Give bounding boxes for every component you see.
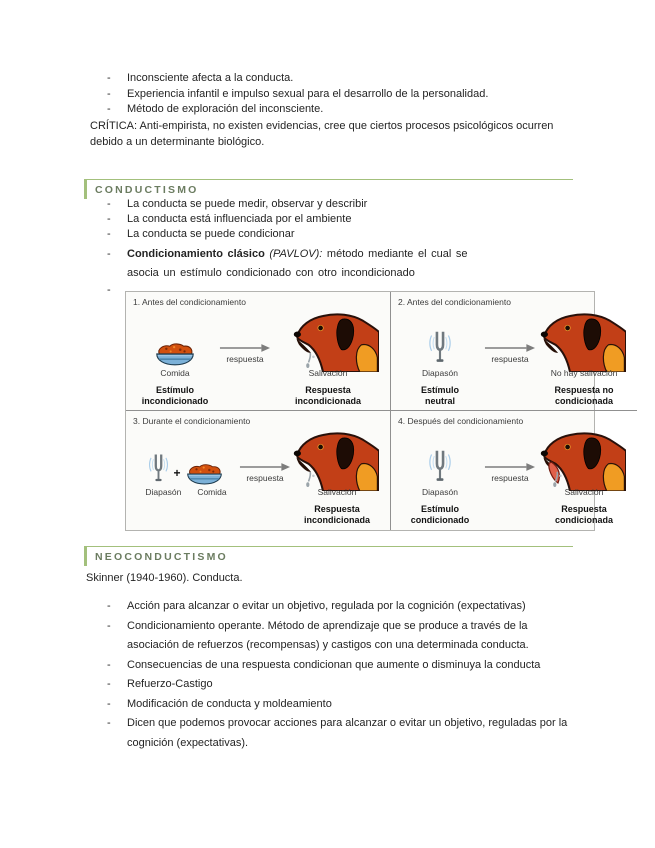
- italic-text: (PAVLOV):: [269, 247, 323, 260]
- stimulus-label: Comida: [197, 487, 227, 497]
- list-item: [84, 227, 573, 242]
- dog-drooling-icon: [291, 427, 379, 491]
- arrow-label: respuesta: [491, 473, 529, 483]
- stimulus-icons: [133, 431, 239, 487]
- dog-illustration: [538, 431, 630, 487]
- section-heading-neoconductismo: [84, 546, 573, 566]
- list-item: [84, 71, 573, 87]
- bullet-text: La conducta se puede condicionar: [127, 228, 295, 241]
- stimulus-label: Diapasón: [422, 368, 458, 378]
- stimulus-labels: [398, 368, 482, 382]
- bullet-text: La conducta se puede medir, observar y describir: [127, 198, 368, 210]
- stimulus-labels: [133, 368, 217, 382]
- stimulus-label: Diapasón: [145, 487, 182, 497]
- conductismo-bullet-list: [84, 197, 573, 298]
- dog-illustration: [538, 312, 630, 368]
- response-arrow: [482, 312, 538, 368]
- list-item: [84, 212, 573, 227]
- arrow-label: respuesta: [226, 354, 264, 364]
- dog-illustration: [291, 431, 383, 487]
- stimulus-icons: [398, 312, 482, 368]
- panel-title: 1. Antes del condicionamiento: [133, 297, 246, 307]
- bullet-text: Experiencia infantil e impulso sexual para el desarrollo de la personalidad.: [127, 87, 489, 100]
- list-item: [84, 695, 573, 715]
- bullet-text: Acción para alcanzar o evitar un objetivo, regulada por la cognición (expectativas): [127, 600, 526, 612]
- section-heading-label: CONDUCTISMO: [84, 180, 199, 199]
- dog-drooling-icon: [291, 308, 379, 372]
- response-label: Salivación: [308, 368, 348, 378]
- list-item: [84, 102, 573, 118]
- diagram-panel-3: [126, 411, 391, 530]
- list-item: [84, 197, 573, 212]
- neoconductismo-bullet-list: [84, 597, 573, 753]
- bullet-text: Condicionamiento operante. Método de aprendizaje que se produce a través de la asociación de refuerzos (recompensas) y castigos con una determinada conducta.: [127, 619, 529, 651]
- stimulus-type-label: [398, 382, 482, 407]
- list-item: [84, 675, 573, 695]
- response-type-label: Respuesta incondicionada: [303, 504, 370, 525]
- bullet-text-continued: asocia un estímulo condicionado con otro incondicionado: [127, 266, 415, 279]
- critique-paragraph: CRÍTICA: Anti-empirista, no existen evidencias, cree que ciertos procesos psicológicos ocurren debido a un determinante biológico.: [90, 120, 554, 148]
- intro-bullet-list: [84, 71, 573, 118]
- stimulus-label: Comida: [160, 368, 190, 378]
- stimulus-type-label: Estímulo incondicionado: [141, 385, 209, 406]
- diagram-panel-1: [126, 292, 391, 411]
- bold-text: Condicionamiento clásico: [127, 247, 265, 260]
- list-item: [84, 87, 573, 103]
- diagram-panel-2: [391, 292, 637, 411]
- response-type-label: Respuesta incondicionada: [294, 385, 361, 406]
- dog-illustration: [273, 312, 383, 368]
- panel-title: 4. Después del condicionamiento: [398, 416, 524, 426]
- bullet-text: Inconsciente afecta a la conducta.: [127, 72, 294, 84]
- arrow-icon: [219, 343, 271, 353]
- pavlov-conditioning-diagram: [125, 291, 618, 531]
- bullet-text: Dicen que podemos provocar acciones para alcanzar o evitar un objetivo, reguladas por la cognición (expectativas).: [127, 717, 568, 749]
- diagram-panel-4: [391, 411, 637, 530]
- list-item: [84, 597, 573, 617]
- response-arrow: [482, 431, 538, 487]
- arrow-label: respuesta: [491, 354, 529, 364]
- stimulus-labels: [398, 487, 482, 501]
- list-item-pavlov: [84, 245, 573, 283]
- panel-title: 2. Antes del condicionamiento: [398, 297, 511, 307]
- section-heading-label: NEOCONDUCTISMO: [84, 547, 228, 566]
- stimulus-type-text: Estímulo neutral: [420, 385, 459, 406]
- response-label: Salivación: [564, 487, 604, 497]
- food-bowl-icon: [184, 462, 225, 486]
- arrow-icon: [484, 343, 536, 353]
- stimulus-label: Diapasón: [422, 487, 458, 497]
- list-item: [84, 656, 573, 676]
- stimulus-icons: [398, 431, 482, 487]
- response-arrow: [217, 312, 273, 368]
- arrow-icon: [484, 462, 536, 472]
- stimulus-type-label: Estímulo condicionado: [410, 504, 470, 525]
- arrow-label: respuesta: [246, 473, 284, 483]
- stimulus-icons: [133, 312, 217, 368]
- response-type-label: Respuesta condicionada: [554, 504, 613, 525]
- bullet-text: Consecuencias de una respuesta condicionan que aumente o disminuya la conducta: [127, 658, 541, 671]
- bullet-text: método mediante el cual se: [326, 247, 468, 260]
- dog-icon: [538, 308, 626, 372]
- tuning-fork-icon: [427, 446, 453, 486]
- list-item: [84, 617, 573, 656]
- section-heading-conductismo: [84, 179, 573, 199]
- response-label: Salivación: [317, 487, 357, 497]
- stimulus-labels: [133, 487, 239, 501]
- arrow-icon: [239, 462, 291, 472]
- response-type-label: Respuesta no condicionada: [554, 385, 614, 406]
- bullet-text: Método de exploración del inconsciente.: [127, 103, 324, 115]
- tuning-fork-icon: [147, 450, 170, 486]
- bullet-text: Refuerzo-Castigo: [127, 678, 213, 690]
- response-arrow: [239, 431, 291, 487]
- stimulus-type-label: [133, 501, 239, 527]
- tuning-fork-icon: [427, 327, 453, 367]
- dog-tongue-out-icon: [538, 427, 626, 491]
- bullet-text: Modificación de conducta y moldeamiento: [127, 697, 332, 710]
- list-item: [84, 714, 573, 753]
- plus-icon: +: [173, 466, 181, 480]
- skinner-subtitle: Skinner (1940-1960). Conducta.: [86, 572, 243, 584]
- bullet-text: La conducta está influenciada por el ambiente: [127, 213, 352, 226]
- response-label: No hay salivación: [550, 368, 618, 378]
- food-bowl-icon: [153, 341, 197, 367]
- panel-title: 3. Durante el condicionamiento: [133, 416, 251, 426]
